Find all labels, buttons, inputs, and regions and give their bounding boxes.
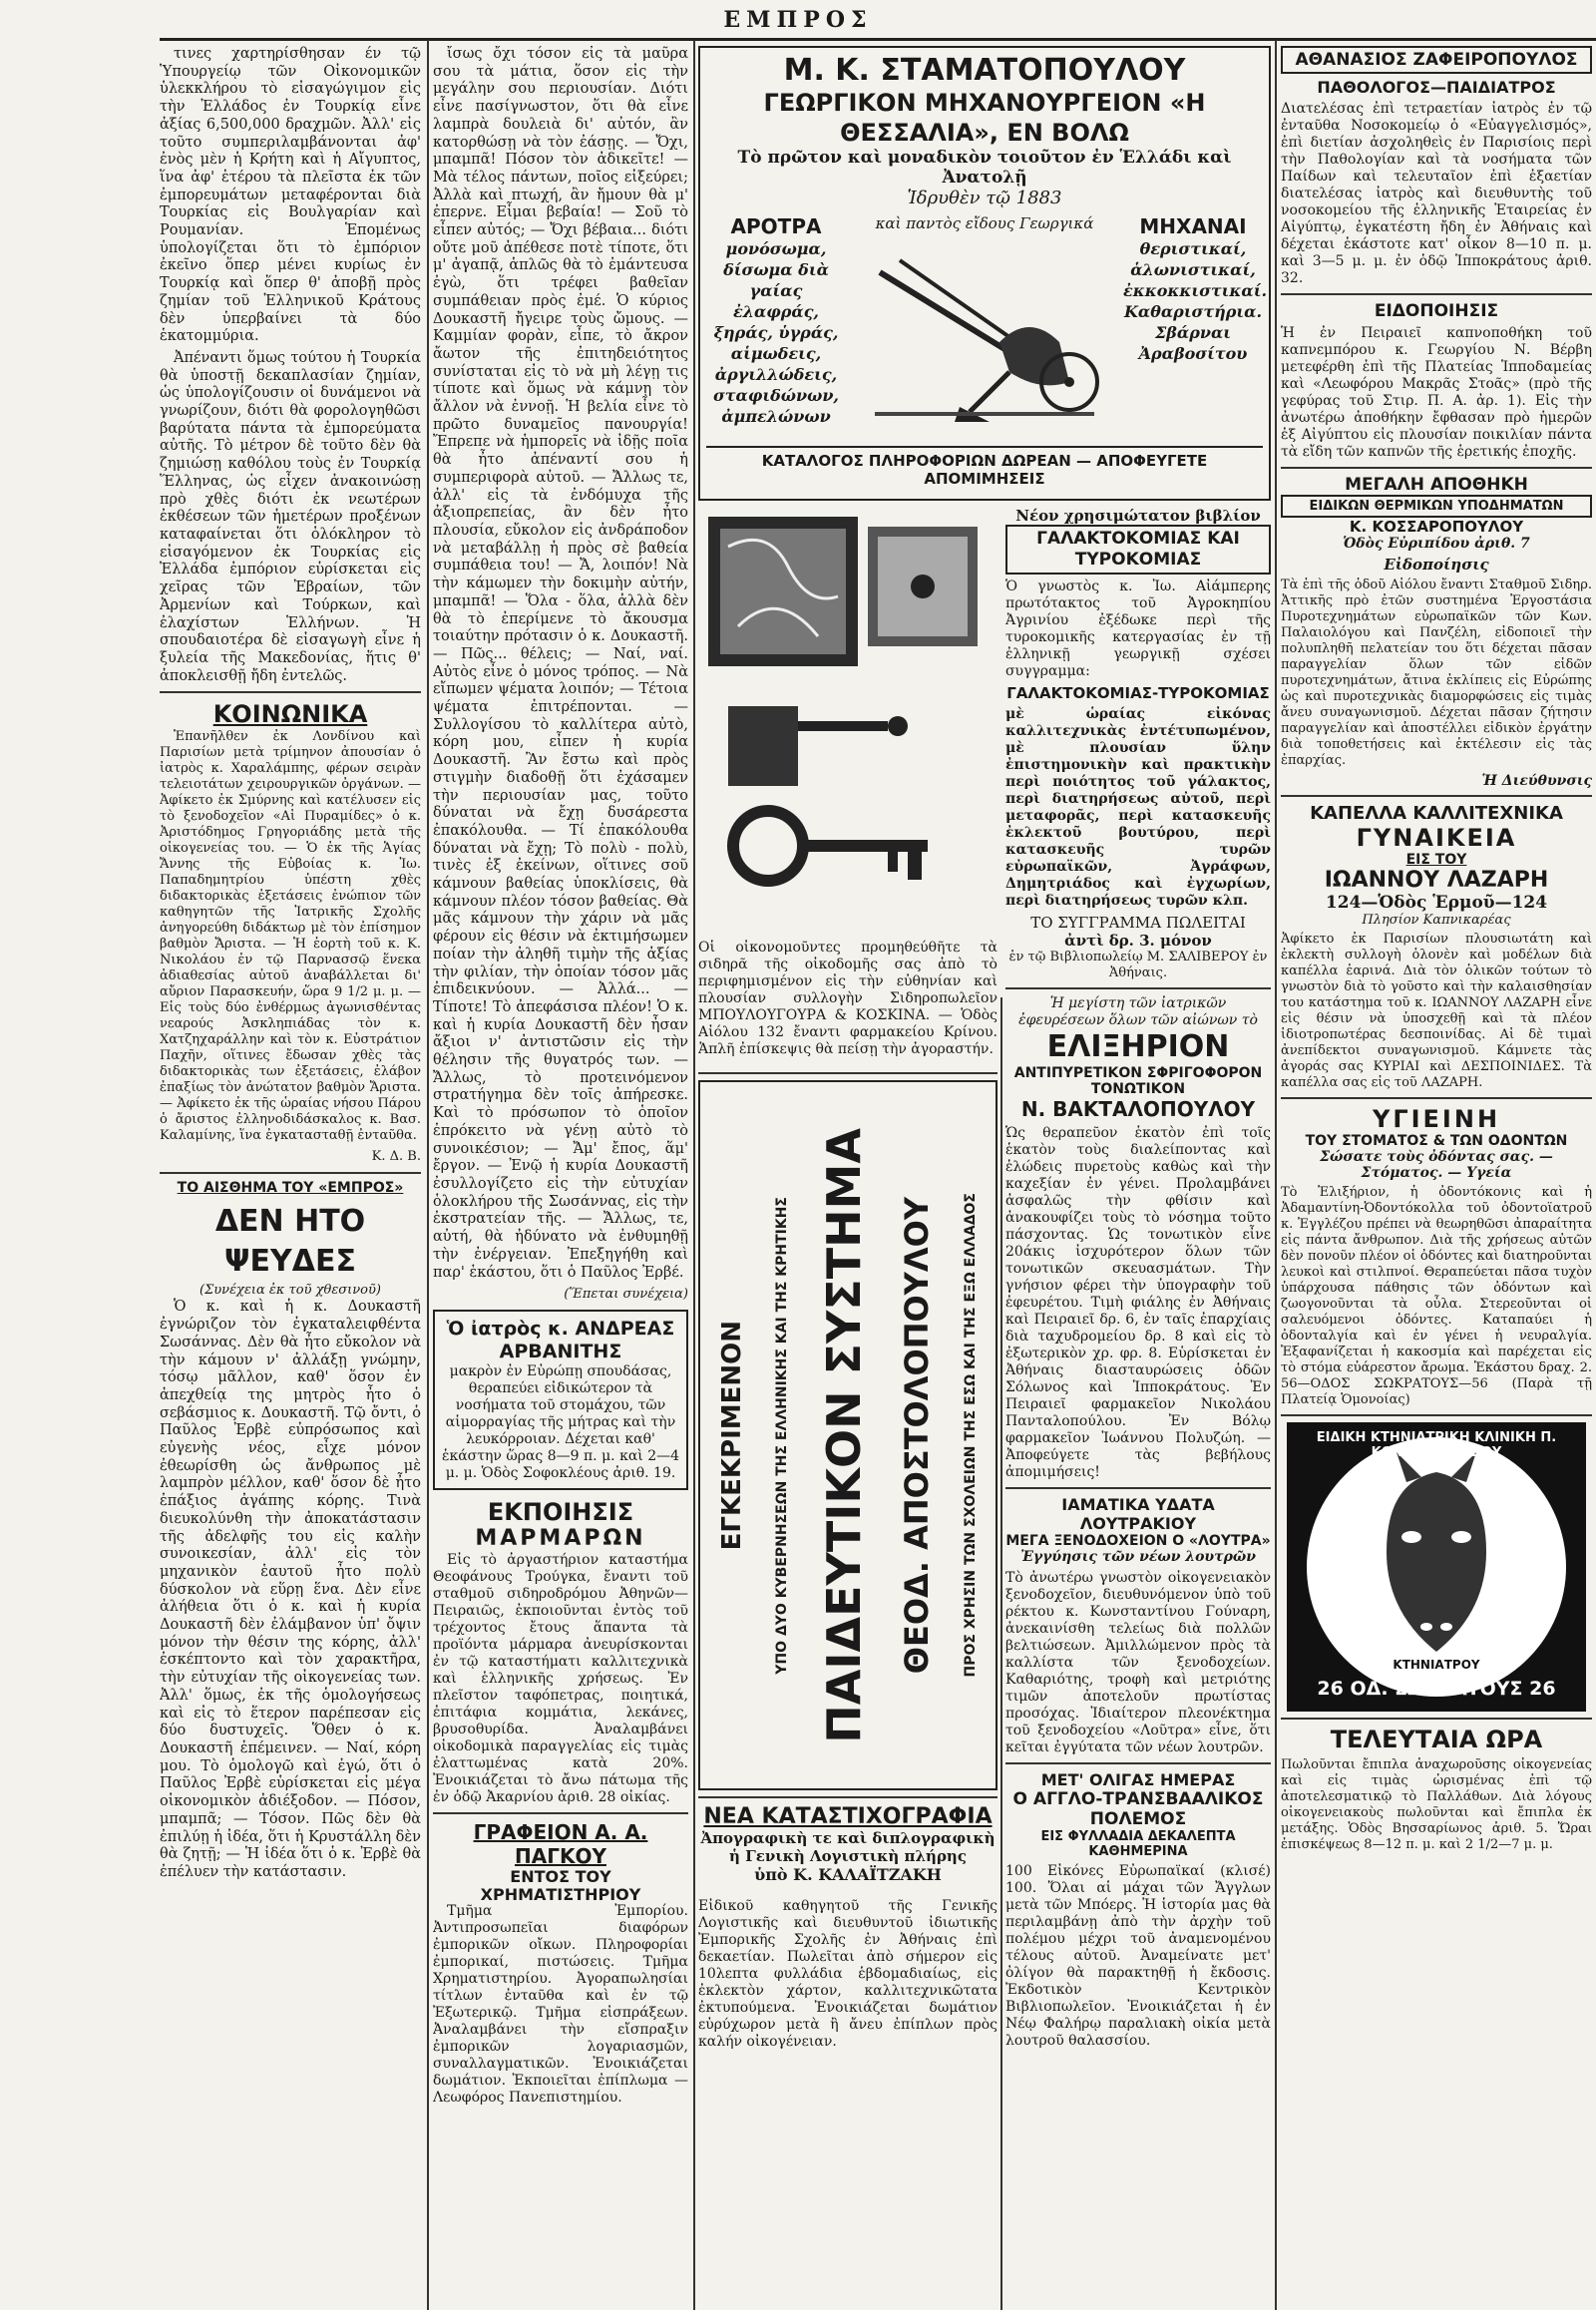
- ad-dairy-body: Ὁ γνωστὸς κ. Ἰω. Αἰάμπερης πρωτότακτος τοῦ Ἀγροκηπίου Ἀγρινίου ἐξέδωκε περὶ τῆς τυροκομικῆς κατεργασίας ἐν τῇ ἐλληνικῇ γεωργικῇ σχέσει συγγραμμα:: [1005, 578, 1271, 679]
- safe-lock-key-icon: [698, 507, 998, 926]
- masthead: ΕΜΠΡΟΣ: [723, 7, 873, 33]
- ad-spa-title: ΙΑΜΑΤΙΚΑ ΥΔΑΤΑ ΛΟΥΤΡΑΚΙΟΥ: [1061, 1495, 1215, 1533]
- column-3: [698, 507, 998, 2306]
- ad-vertical-main: ΠΑΙΔΕΥΤΙΚΟΝ ΣΥΣΤΗΜΑ: [816, 1127, 871, 1743]
- ad-dairy-shop: ἐν τῷ Βιβλιοπωλείῳ Μ. ΣΑΛΙΒΕΡΟΥ ἐν Ἀθήναις.: [1008, 950, 1268, 980]
- ad-stamat-year: Ἱδρυθὲν τῷ 1883: [907, 188, 1062, 208]
- ad-stamat-right-body: θεριστικαί, ἁλωνιστικαί, ἐκκοκκιστικαί. Καθαριστήρια. Σβάρναι Ἀραβοσίτου: [1123, 239, 1268, 363]
- ad-war-main: Ο ΑΓΓΛΟ-ΤΡΑΝΣΒΑΑΛΙΚΟΣ ΠΟΛΕΜΟΣ: [1012, 1789, 1264, 1829]
- ad-hyg-title: ΥΓΙΕΙΝΗ: [1372, 1105, 1501, 1133]
- ad-print-title: ΝΕΑ ΚΑΤΑΣΤΙΧΟΓΡΑΦΙΑ: [703, 1804, 993, 1829]
- separator: [1281, 1718, 1592, 1720]
- ad-last-title: ΤΕΛΕΥΤΑΙΑ ΩΡΑ: [1330, 1726, 1543, 1753]
- ad-notice-title: ΕΙΔΟΠΟΙΗΣΙΣ: [1374, 301, 1499, 321]
- ad-spa-sub: ΜΕΓΑ ΞΕΝΟΔΟΧΕΙΟΝ Ο «ΛΟΥΤΡΑ»: [1005, 1533, 1271, 1549]
- ad-office-title: ΓΡΑΦΕΙΟΝ Α. Α. ΠΑΓΚΟΥ: [473, 1819, 648, 1868]
- ad-dairy-body2: μὲ ὡραίας εἰκόνας καλλιτεχνικὰς ἐντέτυπωμένον, μὲ πλουσίαν ὕλην ἐπιστημονικὴν καὶ πρακτικὴν περὶ ποιότητος τοῦ γάλακτος, περὶ διατηρήσεως αὐτοῦ, περὶ μεταφορᾶς, περὶ κατασκευῆς ἐκλεκτοῦ βουτύρου, περὶ κατασκευῆς τυρῶν εὐρωπαϊκῶν, Ἀγράφων, Δημητριάδος καὶ ἐγχωρίων, περὶ διατηρήσεως τυρῶν κλπ.: [1005, 706, 1271, 909]
- ad-store-notice: Εἰδοποίησις: [1384, 556, 1489, 574]
- ad-marble-sub: ΜΑΡΜΑΡΩΝ: [475, 1525, 646, 1551]
- ad-doctor-name: Ὁ ἰατρὸς κ. ΑΝΔΡΕΑΣ ΑΡΒΑΝΙΤΗΣ: [446, 1317, 675, 1362]
- ad-dairy-title2: ΓΑΛΑΚΤΟΚΟΜΙΑΣ-ΤΥΡΟΚΟΜΙΑΣ: [1006, 684, 1270, 702]
- ad-war-sub: ΕΙΣ ΦΥΛΛΑΔΙΑ ΔΕΚΑΛΕΠΤΑ ΚΑΘΗΜΕΡΙΝΑ: [1040, 1829, 1236, 1859]
- ad-stamat-machines: [1123, 214, 1268, 436]
- koinonika-heading: ΚΟΙΝΩΝΙΚΑ: [212, 700, 368, 729]
- serial-continued-note: (Ἕπεται συνέχεια): [564, 1287, 688, 1303]
- ad-hat-at: ΕΙΣ ΤΟΥ: [1405, 852, 1467, 868]
- ad-hyg-sub: ΤΟΥ ΣΤΟΜΑΤΟΣ & ΤΩΝ ΟΔΟΝΤΩΝ: [1305, 1133, 1568, 1149]
- ad-elix-head: Ἡ μεγίστη τῶν ἰατρικῶν ἐφευρέσεων ὅλων τῶν αἰώνων τὸ: [1018, 995, 1258, 1028]
- column-divider: [693, 40, 695, 2310]
- serial-continuation: ἴσως ὄχι τόσον εἰς τὰ μαῦρα σου τὰ μάτια, ὅσον εἰς τὴν μεγάλην σου περιουσίαν. Διότι εἶνε πασίγνωστον, ὅτι θὰ εἶνε λαμπρὰ δουλειὰ δι' αὐτόν, ἂν κατορθώσῃ νὰ τὸν ἐάσῃς. — Ὄχι, μπαμπᾶ! Πόσον τὸν ἀδικεῖτε! — Μὰ τέλος πάντων, ποῖος εἰξεύρει; Ἀλλὰ καὶ πτωχή, ἂν ἤμουν θὰ μ' ἐπερνε. Εἶμαι βεβαία! — Σοῦ τὸ εἶπεν αὐτός; — Ὄχι βέβαια... διότι οὔτε μοῦ ἀπέθεσε ποτὲ τίποτε, ὅτι μ' ἀγαπᾷ, ἁπλῶς θὰ τὸ ἐμάντευσα ἐγὼ, ὅτι τρέφει βαθεῖαν συμπάθειαν πρὸς ἐμέ. Ὁ κύριος Δουκαστῆ ἤγειρε τοὺς ὤμους. — Καμμίαν φορὰν, εἶπε, τὸ ἄκρον ἄωτον τῆς ἐπιτηδειότητος συνίσταται εἰς τὸ νὰ μὴ λέγῃ τις τίποτε καὶ ὅμως νὰ κάμνῃ τὸν ἄλλον νὰ ἐννοῇ. Ἡ βελία εἶνε τὸ πρῶτο δυναμεῖος πανουργία! Ἔπρεπε νὰ ἡμπορεῖς νὰ ἰδῇς ποῖα θὰ ἦτο ἀπέναντί σου ἡ συμπεριφορὰ αὐτοῦ. — Ἄλλως τε, ἀλλ' εἰς τὰ ἐνδόμυχα τῆς ἀξιοπρεπείας, ἂν δὲν ἦτο πλουσία, εὔκολον εἰς ἀνδράποδον νὰ μεταβάλλῃ ἡ πρὸς σὲ βαθεία συμπάθεια του! — Ἄ, λοιπόν! Νὰ τὴν κάμωμεν τὴν δοκιμὴν αὐτήν, μπαμπᾶ! — Ὅλα - ὅλα, ἀλλὰ δὲν θὰ τὸ ἐπερίμενε τὸ ἄκουσμα τοιαύτην πρότασιν ὁ κ. Δουκαστῆ. — Πῶς... θέλεις; — Ναί, ναί. Αὐτὸς εἶνε ὁ μόνος τρόπος. — Νὰ εἴπωμεν ψέματα λοιπόν; — Τέτοια ψέματα ἐπιτρέπονται. — Συλλογίσου τὸ καλλίτερα αὐτὸ, κόρη μου, εἶπεν ἡ κυρία Δουκαστῆ. Ἂν ἔστω καὶ πρὸς στιγμὴν διαδοθῇ ὅτι ἐχάσαμεν τὴν περιουσίαν μας, τοῦτο δύναται νὰ ἔχῃ δυσάρεστα ἐπακόλουθα. — Τί ἐπακόλουθα δύναται νὰ ἔχῃ; Τὸ πολὺ - πολὺ, τινὲς ἐξ ἐκείνων, οἵτινες σοῦ κάμνουν βαθείας ὑποκλίσεις, θὰ κάμνουν πλέον τόσον βαθείας. Θὰ μᾶς κάμνουν τὴν χάριν νὰ μᾶς φέρουν εἰς θέσιν νὰ ἐκτιμήσωμεν ποίαν τὴν ἀληθῆ τιμὴν τῆς ἀξίας τὴν φιλίαν, τὴν ὁποίαν τόσον μᾶς ἐπιδεικνύουν. — Ἀλλά... — Τίποτε! Τὸ ἀπεφάσισα πλέον! Ὁ κ. καὶ ἡ κυρία Δουκαστῆ δὲν ἦσαν ἄξιοι ν' ἀντιστῶσιν εἰς τὴν θέλησιν τῆς θυγατρός των. — Ἄλλως, τὸ προτεινόμενον στρατήγημα δὲν τοῖς ἀπήρεσκε. Καὶ τὸ πρόσωπον τὸ ὁποῖον ἐπρόκειτο νὰ γένῃ αὐτὸ τὸ συνοικέσιον; — Ἄμ' ἔπος, ἅμ' ἔργον. — Ἐνῷ ἡ κυρία Δουκαστῆ ἐσυλλογίζετο εἰς τὴν εὐτυχίαν ὁλοκλήρου τῆς Σωσάννας, εἰς τὴν ἐκστρατείαν τῆς. — Ἄλλως, τε, αὐτή, θὰ ἠδύνατο νὰ ἐνθυμηθῇ τὴν ἐνέργειαν. Ἐπεξηγήθη καὶ παρ' ἑκάστου, ὅτι ὁ Παῦλος Ἐρβέ.: [433, 46, 688, 1281]
- ad-store-sig: Ἡ Διεύθυνσις: [1481, 773, 1592, 789]
- ad-stamat-right-head: ΜΗΧΑΝΑΙ: [1139, 214, 1247, 238]
- separator: [698, 1072, 998, 1074]
- ad-stamat-footer: ΚΑΤΑΛΟΓΟΣ ΠΛΗΡΟΦΟΡΙΩΝ ΔΩΡΕΑΝ — ΑΠΟΦΕΥΓΕΤΕ ΑΠΟΜΙΜΗΣΕΙΣ: [706, 446, 1263, 488]
- ad-marble-title: ΕΚΠΟΙΗΣΙΣ: [487, 1497, 634, 1526]
- ad-notice-body: Ἡ ἐν Πειραιεῖ καπνοποθήκη τοῦ καπνεμπόρου κ. Γεωργίου Ν. Βέρβη μετεφέρθη ἐπὶ τῆς Πλατείας Ἱπποδαμείας καὶ «Λεωφόρου Μακρᾶς Στοᾶς» (πρὸ τῆς γεφύρας τοῦ Στιρ. Π. Α. ἀρ. 1). Εἰς τὴν ἀνωτέρω ἀποθήκην ἔφθασαν πρὸ ἡμερῶν ἐξ Αἰγύπτου εἰς πλουσίαν ποικιλίαν πάντα τὰ εἴδη τῶν καπνῶν τῆς ἑρετικής ἐποχῆς.: [1281, 325, 1592, 460]
- ad-war-title: ΜΕΤ' ΟΛΙΓΑΣ ΗΜΕΡΑΣ: [1040, 1770, 1236, 1789]
- column-4: [1005, 507, 1271, 2306]
- ad-clinic-addr: 26 ΟΔ. ΣΩΚΡΑΤΟΥΣ 26: [1317, 1678, 1556, 1700]
- ad-print-sub: Ἀπογραφικὴ τε καὶ διπλογραφικὴ ἡ Γενικὴ Λογιστικὴ πλήρης: [700, 1829, 996, 1865]
- separator: [1005, 1762, 1271, 1764]
- ad-store-name: Κ. ΚΟΣΣΑΡΟΠΟΥΛΟΥ: [1349, 518, 1524, 536]
- serial-label: ΤΟ ΑΙΣΘΗΜΑ ΤΟΥ «ΕΜΠΡΟΣ»: [177, 1180, 404, 1197]
- ad-spa-body: Τὸ ἀνωτέρω γνωστὸν οἰκογενειακὸν ξενοδοχεῖον, διευθυνόμενον ὑπὸ τοῦ ρέκτου κ. Κωνσταντίνου Γούναρη, ἀνεκαινίσθη τελείως διὰ πολλῶν βελτιώσεων. Ἀμιλλώμενον πρὸς τὰ καλλίστα τῶν ξενοδοχείων. Καθαριότης, τροφὴ καὶ μετριότης τιμῶν ἀποτελοῦν πρωτίστας προσόχας. Ἰδιαίτερον πλεονέκτημα τοῦ ξενοδοχείου «Λοῦτρα» εἶνε, ὅτι κεῖται ἐγγύτατα τῶν νέων λουτρῶν.: [1005, 1570, 1271, 1755]
- ad-hat-addr: 124—Ὁδὸς Ἑρμοῦ—124: [1325, 893, 1548, 913]
- article-paragraph: Ἀπέναντι ὅμως τούτου ἡ Τουρκία θὰ ὑποστῇ δεκαπλασίαν ζημίαν, ὡς ὑπολογίζουσιν οἱ δυνάμενοι νὰ γνωρίζουν, διότι θὰ φορολογηθῶσι βαρύτατα πάντα τὰ ἐμπορεύματα αὐτῆς. Τὸ μέτρον δὲ τοῦτο δὲν θὰ ζημιώσῃ καθόλου τοὺς ἐν Τουρκίᾳ Ἕλληνας, ὡς εἶχεν ἀνακοινώσῃ πρὸ χθὲς διότι ἐκ νεωτέρων ἐκθέσεων τῶν ἡμετέρων προξένων καταφαίνεται ὅτι ὁλόκληρον τὸ εἰσαγόμενον ἐκ Τουρκίας εἰς Ἑλλάδα ἐμπόριον εὑρίσκεται εἰς χεῖρας τῶν Ἑβραίων, τῶν Ἀρμενίων καὶ Τούρκων, καὶ ἐλαχίστων Ἑλλήνων. Ἡ σπουδαιοτέρα δὲ εἰσαγωγὴ εἶνε ἡ ξυλεία τῆς Μακεδονίας, ἥτις θ' ἀποκλεισθῇ ἤδη ἐντελῶς.: [160, 349, 421, 684]
- ad-hyg-tag: Σώσατε τοὺς ὀδόντας σας. — Στόματος. — Υγεία: [1320, 1149, 1553, 1181]
- ad-elix-sub: ΑΝΤΙΠΥΡΕΤΙΚΟΝ ΣΦΡΙΓΟΦΟΡΟΝ ΤΟΝΩΤΙΚΟΝ: [1013, 1065, 1263, 1097]
- serial-body: Ὁ κ. καὶ ἡ κ. Δουκαστῆ ἐγνώριζον τὸν ἐγκαταλειφθέντα Σωσάννας. Δὲν θὰ ἦτο εὔκολον νὰ τὴν κάμουν ν' ἀλλάξῃ γνώμην, τόσῳ μᾶλλον, καθ' ὅσον ἐν ἀπεχθείᾳ της μητρὸς ἦτο ὁ σεβάσμιος κ. Δουκαστῆ. Τῷ ὄντι, ὁ Παῦλος Ἐρβὲ εὐπρόσωπος καὶ εὐγενὴς νέος, εἶχε μόνον ἐθεωρίσθη ὡς ἄνθρωπος μὲ λαμπρὸν μέλλον, καθ' ὅσον δὲ ἦτο ἐπάξιος ἀγάπης κόρης. Τινὰ διευκολύνθη τὴν ἀποκατάστασιν τῆς ἀδελφῆς του εἰς καλὴν συνοικεσίαν, ἀλλ' εἰς τὸν μηχανικὸν ἑαυτοῦ ἦτο πολὺ δύσκολον νὰ εὕρῃ ἕνα. Δὲν εἶνε ἀλήθεια ὅτι ὁ κ. καὶ ἡ κυρία Δουκαστῆ δὲν ἐλάμβανον ὑπ' ὄψιν μόνον τὴν θέσιν της κόρης, ἀλλ' ἐσκέπτοντο καὶ τὸν χαρακτῆρα, τὴν εὐτυχίαν τῆς οἰκογενείας των. Ἀλλ' ὅμως, ἐκ τῆς ὁμολογήσεως καὶ εἰς τὸ ἕτερον παρέπεσαν εἰς δύο δυστυχεῖς. Ὅθεν ὁ κ. Δουκαστῆ ἐπέμεινεν. — Ναί, κόρη μου. Τὸ ὁμολογῶ καὶ ἐγώ, ὅτι ὁ Παῦλος Ἐρβὲ εὑρίσκεται εἰς μέγα οἰκονομικὸν ἀδιέξοδον. — Πόσον, μπαμπᾶ; — Τόσον. Πῶς δὲν θὰ ἐπιλύῃ ἡ ἰδέα, ὅτι ἡ Κρυστάλλη δὲν θὰ ζητῇ; — Ἡ ἰδέα ὅτι ὁ κ. Ἐρβὲ θὰ ἐπέλυεν τὴν κατάστασιν.: [160, 1299, 421, 1880]
- serial-title: ΔΕΝ ΗΤΟ ΨΕΥΔΕΣ: [214, 1203, 366, 1279]
- ad-stamat-left-head: ΑΡΟΤΡΑ: [730, 214, 822, 238]
- separator: [1005, 987, 1271, 989]
- ad-hat-near: Πλησίον Καπνικαρέας: [1362, 913, 1511, 928]
- ad-vertical-name: ΘΕΟΔ. ΑΠΟΣΤΟΛΟΠΟΥΛΟΥ: [897, 1196, 936, 1675]
- separator: [1281, 1097, 1592, 1099]
- ad-store-sub: ΕΙΔΙΚΩΝ ΘΕΡΜΙΚΩΝ ΥΠΟΔΗΜΑΤΩΝ: [1281, 495, 1592, 518]
- ad-dairy-title: ΓΑΛΑΚΤΟΚΟΜΙΑΣ ΚΑΙ ΤΥΡΟΚΟΜΙΑΣ: [1005, 525, 1271, 575]
- ad-vertical-approved: ΕΓΚΕΚΡΙΜΕΝΟΝ: [717, 1320, 748, 1551]
- ad-hat-title: ΚΑΠΕΛΛΑ ΚΑΛΛΙΤΕΧΝΙΚΑ: [1310, 803, 1563, 824]
- ad-doctor-body: μακρὸν ἐν Εὐρώπῃ σπουδάσας, θεραπεύει εἰδικώτερον τὰ νοσήματα τοῦ στομάχου, τῶν αἱμορραγίας τῆς μήτρας καὶ τὴν λευκόρροιαν. Δέχεται καθ' ἑκάστην ὥρας 8—9 π. μ. καὶ 2—4 μ. μ. Ὁδὸς Σοφοκλέους ἀριθ. 19.: [441, 1362, 680, 1481]
- ad-last-body: Πωλοῦνται ἔπιπλα ἀναχωροῦσης οἰκογενείας καὶ εἰς τιμὰς ὡρισμένας ἐπὶ τῷ ἀποτελεσματικῷ τὸ Παλλάθων. Διὰ λόγους οἰκογενειακοὺς πωλοῦνται καὶ ἔπιπλα ἐκ μετάξης. Ὁδὸς Βησσαρίωνος ἀριθ. 5. Ὥραι ἐπισκέψεως 8—12 π. μ. καὶ 2 1/2—7 μ. μ.: [1281, 1757, 1592, 1852]
- ad-print-body: Εἰδικοῦ καθηγητοῦ τῆς Γενικῆς Λογιστικῆς καὶ διευθυντοῦ ἰδιωτικῆς Ἐμπορικῆς Σχολῆς ἐν Ἀθήναις ἐπὶ δεκαετίαν. Πωλεῖται ἀπὸ σήμερον εἰς 10λεπτα φυλλάδια ἑβδομαδιαίως, εἰς ἐκλεκτὸν χάρτον, καλλιτεχνικῶτατα ἐκτυπούμενα. Ἐνοικιάζεται δωμάτιον εὐρύχωρον μετὰ ἢ ἄνευ ἐπίπλων πρὸς καλήν οἰκογένειαν.: [698, 1898, 998, 2050]
- ad-zaf-body: Διατελέσας ἐπὶ τετραετίαν ἰατρὸς ἐν τῷ ἐνταῦθα Νοσοκομείῳ ὁ «Εὐαγγελισμός», ἐπὶ διετίαν ἀσχοληθεὶς ἐν Παρισίοις περὶ τὴν Παθολογίαν καὶ τὰ νοσήματα τῶν Παίδων καὶ τελευταῖον ἐπὶ ἑξαετίαν διατελέσας ἰατρὸς καὶ διευθυντὴς τοῦ νοσοκομείου τῆς ἐλληνικῆς Ἑταιρείας ἐν Αἰγύπτῳ, ἐγκατέστη ἤδη ἐν Ἀθήναις καὶ δέχεται ἑκάστοτε κατ' οἶκον 8—10 π. μ. καὶ 3—5 μ. μ. ἐν ὁδῷ Ἱπποκράτους ἀριθ. 32.: [1281, 101, 1592, 286]
- ad-stamat-left-body: μονόσωμα, δίσωμα διὰ γαίας ἐλαφράς, ξηράς, ὑγράς, αἱμωδεις, ἀργιλλώδεις, σταφιδώνων, ἀμπελώνων: [712, 239, 839, 426]
- top-rule: [160, 38, 1596, 41]
- ad-stamat-name: Μ. Κ. ΣΤΑΜΑΤΟΠΟΥΛΟΥ: [783, 53, 1186, 88]
- ad-clinic-center: ΚΤΗΝΙΑΤΡΟΥ: [1393, 1658, 1480, 1672]
- ad-print-author: ὑπὸ Κ. ΚΑΛΑΪΤΖΑΚΗ: [754, 1865, 942, 1884]
- ad-office-sub: ΕΝΤΟΣ ΤΟΥ ΧΡΗΜΑΤΙΣΤΗΡΙΟΥ: [480, 1866, 641, 1904]
- separator: [1281, 795, 1592, 797]
- ad-hat-body: Ἀφίκετο ἐκ Παρισίων πλουσιωτάτη καὶ ἐκλεκτὴ συλλογὴ ὁλονὲν καὶ μοδέλων διὰ καπέλλα ἐαρινά. Διὰ τὸν ὁλικῶν τούτων τὸ γνωστὸν διὰ τὸ γοῦστο καὶ τὴν καλαισθησίαν του κατάστημα τοῦ κ. ΙΩΑΝΝΟΥ ΛΑΖΑΡΗ εἶνε εἰς θέσιν νὰ ὑποσχεθῇ καὶ τὰ πλέον ἰδιοτροπωτέρας δεσποινίδας. Αἱ δὲ τιμαὶ ἀνεπίδεκτοι συναγωνισμοῦ. Κάμνετε τὰς ἀγοράς σας ΚΥΡΙΑΙ καὶ ΔΕΣΠΟΙΝΙΔΕΣ. Τὰ καπέλλα σας εἰς τοῦ ΛΑΖΑΡΗ.: [1281, 932, 1592, 1090]
- separator: [1281, 467, 1592, 469]
- ad-doctor: [433, 1310, 688, 1490]
- ad-hat-main: ΓΥΝΑΙΚΕΙΑ: [1356, 824, 1517, 852]
- plough-icon: [860, 232, 1109, 432]
- koinonika-body: Ἐπανῆλθεν ἐκ Λονδίνου καὶ Παρισίων μετὰ τρίμηνον ἀπουσίαν ὁ ἰατρὸς κ. Χαραλάμπης, φέρων σειρὰν τελειοτάτων χειρουργικῶν ὀργάνων. — Ἀφίκετο ἐκ Σμύρνης καὶ κατέλυσεν εἰς τὸ ξενοδοχεῖον «Αἱ Πυραμίδες» ὁ κ. Ἀριστόδημος Γρηγοριάδης μετὰ τῆς οἰκογενείας του. — Ὁ ἐκ τῆς Ἁγίας Ἄννης τῆς Εὐβοίας κ. Ἰω. Παπαδημητρίου ὑπέστη χθὲς διδακτορικὰς ἐξετάσεις ἐνώπιον τῶν καθηγητῶν τῆς Ἰατρικῆς Σχολῆς ἀνηγορεύθη διδάκτωρ μὲ τὸν ἐπίσημον βαθμὸν Ἄριστα. — Ἡ ἑορτὴ τοῦ κ. Κ. Νικολάου ἐν τῷ Παρνασσῷ ἕνεκα ἀδιαθεσίας αὐτοῦ ἀναβάλλεται δι' αὔριον Παρασκευήν, ὥρα 9 1/2 μ. μ. — Εἰς τοὺς δύο ἐνθέρμως ἀγωνισθέντας νεαρούς Ἀσκληπιάδας τὸν κ. Χατζηχαράλλην καὶ τὸν κ. Εὐστράτιον Παχῆν, οἵτινες ἔδωσαν χθὲς τὰς διδακτορικὰς των ἐξετάσεις, ἐλάβον ἐπαξίως τὸν ἀνώτατον βαθμὸν Ἄριστα. — Ἀφίκετο ἐκ τῆς ὡραίας νήσου Πάρου ὁ ἄριστος ἐλληνοδιδάσκαλος κ. Βασ. Καλαμίνης, ἵνα ἐγκατασταθῇ ἐνταῦθα.: [160, 729, 421, 1144]
- ad-elix-title: ΕΛΙΞΗΡΙΟΝ: [1046, 1029, 1230, 1064]
- serial-subtitle: (Συνέχεια ἐκ τοῦ χθεσινοῦ): [200, 1282, 381, 1298]
- ad-clinic-emblem: [1287, 1422, 1586, 1712]
- ad-stamat-title: ΓΕΩΡΓΙΚΟΝ ΜΗΧΑΝΟΥΡΓΕΙΟΝ «Η ΘΕΣΣΑΛΙΑ», ΕΝ ΒΟΛΩ: [763, 89, 1206, 147]
- column-1: [160, 46, 421, 2306]
- ad-clinic-ring: ΕΙΔΙΚΗ ΚΤΗΝΙΑΤΡΙΚΗ ΚΛΙΝΙΚΗ Π. ΚΩΝΣΤΑΝΤΙΝΙΔΟΥ: [1316, 1430, 1557, 1460]
- ad-stamatopoulou: [698, 46, 1271, 501]
- ad-hat-name: ΙΩΑΝΝΟΥ ΛΑΖΑΡΗ: [1324, 868, 1549, 893]
- ad-store-title: ΜΕΓΑΛΗ ΑΠΟΘΗΚΗ: [1345, 475, 1528, 495]
- ad-dairy-head: Νέον χρησιμώτατον βιβλίον: [1015, 507, 1261, 525]
- separator: [160, 1172, 421, 1174]
- ad-marble-body: Εἰς τὸ ἀργαστήριον καταστήμα Θεοφάνους Τρούγκα, ἔναντι τοῦ σταθμοῦ σιδηροδρόμου Ἀθηνῶν—Πειραιῶς, ἐκποιοῦνται ἐντὸς τοῦ τρέχοντος ἔτους ἅπαντα τὰ προϊόντα μάρμαρα ἀνευρίσκονται ἐν τῷ καταστήματι καλλιτεχνικὰ καὶ ἑλληνικῆς χρήσεως. Ἐν πλεῖστον ταφόπετρας, ποιητικά, ἐπιτάφια κομμάτια, λεκάνες, βρυσοθυρίδα. Ἀναλαμβάνει οἰκοδομικὰ παραγγελίας εἰς τιμὰς ἐλαττωμένας κατὰ 20%. Ἐνοικιάζεται τὸ ἄνω πάτωμα τῆς ἐν ὁδῷ Ἀκαρνίου ἀριθ. 28 οἰκίας.: [433, 1551, 688, 1805]
- separator: [160, 691, 421, 693]
- ad-office-body: Τμῆμα Ἐμπορίου. Ἀντιπροσωπεῖαι διαφόρων ἐμπορικῶν οἴκων. Πληροφορίαι ἐμπορικαί, πιστώσεις. Τμῆμα Χρηματιστηρίου. Ἀγοραπωλησίαι τίτλων ἐνταῦθα καὶ ἐν τῷ Ἐξωτερικῷ. Τμῆμα εἰσπράξεων. Ἀναλαμβάνει τὴν εἴσπραξιν ἐμπορικῶν λογαριασμῶν, συναλλαγματικῶν. Ἐνοικιάζεται δωμάτιον. Ἐκποιεῖται ἐπίπλωμα — Λεωφόρος Πανεπιστημίου.: [433, 1903, 688, 2107]
- column-5: [1281, 46, 1592, 2306]
- column-divider: [427, 40, 429, 2310]
- ad-dairy-price-title: ΤΟ ΣΥΓΓΡΑΜΜΑ ΠΩΛΕΙΤΑΙ: [1030, 914, 1246, 932]
- ad-elix-name: Ν. ΒΑΚΤΑΛΟΠΟΥΛΟΥ: [1020, 1097, 1256, 1121]
- column-2: [433, 46, 688, 2306]
- ad-zaf-title: ΠΑΘΟΛΟΓΟΣ—ΠΑΙΔΙΑΤΡΟΣ: [1317, 78, 1556, 97]
- ad-spa-tag: Ἐγγύησις τῶν νέων λουτρῶν: [1020, 1549, 1256, 1565]
- ad-safe-illustration: [698, 507, 998, 926]
- ad-zaf-name: ΑΘΑΝΑΣΙΟΣ ΖΑΦΕΙΡΟΠΟΥΛΟΣ: [1281, 46, 1592, 74]
- ad-vertical-gov: ΥΠΟ ΔΥΟ ΚΥΒΕΡΝΗΣΕΩΝ ΤΗΣ ΕΛΛΗΝΙΚΗΣ ΚΑΙ ΤΗΣ ΚΡΗΤΙΚΗΣ: [774, 1196, 791, 1675]
- ad-stamat-ploughs: [706, 214, 846, 436]
- separator: [698, 1796, 998, 1798]
- ad-war-body: 100 Εἰκόνες Εὐρωπαϊκαί (κλισέ) 100. Ὅλαι αἱ μάχαι τῶν Ἄγγλων μετὰ τῶν Μπόερς. Ἡ ἱστορία μας θὰ περιλαμβάνῃ ἀπὸ τὴν ἀρχὴν τοῦ πολέμου μέχρι τοῦ ἀναμενομένου τέλους αὐτοῦ. Ἀναμείνατε μετ' ὀλίγον θὰ παρακτηθῇ ἡ ἔκδοσις. Ἐκδοτικὸν Κεντρικὸν Βιβλιοπωλεῖον. Ἐνοικιάζεται ἡ ἐν Νέῳ Φαλήρῳ παραλιακὴ οἰκία μετὰ λουτροῦ θαλασσίου.: [1005, 1863, 1271, 2049]
- koinonika-signature: Κ. Δ. Β.: [371, 1149, 421, 1165]
- article-paragraph: τινες χαρτηρίσθησαν έν τῷ Ὑπουργείῳ τῶν Οἰκονομικῶν ὑλεκκλήρου τὸ εἰσαγώγιμον εἰς τὴν Ἑλλάδος ἐν Τουρκίᾳ εἶνε ἀξίας 6,500,000 δραχμῶν. Ἀλλ' εἰς τοῦτο συμπεριλαμβάνονται ἀφ' ἐνὸς μὲν ἡ Κρήτη καὶ ἡ Αἴγυπτος, ἵνα ἀφ' ἑτέρου τὰ πλεῖστα ἐκ τῶν ἐμπορευμάτων μεταφέρονται διὰ Τουρκίας εἰς Βουλγαρίαν καὶ Ρουμανίαν. Ἑπομένως ὑπολογίζεται ὅτι τὸ ἐμπόριον ἐκεῖνο ὅπερ μένει κυρίως ἐν Τουρκίᾳ καὶ ὅπερ θ' ἀποβῇ πρὸς ζημίαν τοῦ Ἑλληνικοῦ Κράτους δὲν ὑπερβαίνει τὰ δύο ἑκατομμύρια.: [160, 46, 421, 345]
- ad-stamat-sub: Τὸ πρῶτον καὶ μοναδικὸν τοιοῦτον ἐν Ἑλλάδι καὶ Ἀνατολῇ: [737, 148, 1232, 188]
- ad-store-addr: Ὁδὸς Εὐριπίδου ἀριθ. 7: [1343, 536, 1530, 552]
- ad-safe-body: Οἱ οἰκονομοῦντες προμηθεύθῆτε τὰ σιδηρᾶ τῆς οἰκοδομῆς σας ἀπὸ τὸ περιφημισμένον εἰς τὴν εὐθηνίαν καὶ πλουσίαν συλλογὴν Σιδηροπωλεῖον ΜΠΟΥΛΟΥΓΟΥΡΑ & ΚΟΣΚΙΝΑ. — Ὁδὸς Αἰόλου 132 ἔναντι φαρμακείου Κρίνου. Ἁπλῆ ἐπίσκεψις θὰ πείσῃ τὴν ἀγοραστήν.: [698, 940, 998, 1057]
- separator: [1005, 1487, 1271, 1489]
- separator: [1281, 1414, 1592, 1416]
- ad-stamat-center-text: καὶ παντὸς εἴδους Γεωργικά: [875, 214, 1094, 232]
- ad-hyg-body: Τὸ Ἐλιξήριον, ἡ ὀδοντόκονις καὶ ἡ Ἀδαμαντίνη-Ὀδοντόκολλα τοῦ ὀδοντοϊατροῦ κ. Ἐγγλέζου πρέπει νὰ θεωρηθῶσι ἀπαραίτητα εἰς πάντα ἄνθρωπον. Διὰ τῆς χρήσεως αὐτῶν δὲν πονοῦν πλέον οἱ ὀδόντες καὶ διατηροῦνται λευκοὶ καὶ στιλπνοί. Θεραπεύεται πᾶσα τυχὸν ὑπάρχουσα πάθησις τῶν ὀδόντων καὶ ζωογονοῦνται τὰ οὖλα. Στερεοῦνται οἱ σαλευόμενοι ὀδόντες. Καταπαύει ἡ ὀδονταλγία καὶ ἐν γένει ἡ νευραλγία. Ἐξαφανίζεται ἡ κακοσμία καὶ παρέχεται εἰς τὸ στόμα εὐάρεστον ἄρωμα. Ἑκάστου δραχ. 2. 56—ΟΔΟΣ ΣΩΚΡΑΤΟΥΣ—56 (Παρὰ τῇ Πλατείᾳ Ὁμονοίας): [1281, 1185, 1592, 1407]
- ad-store-body: Τὰ ἐπὶ τῆς ὁδοῦ Αἰόλου ἔναντι Σταθμοῦ Σιδηρ. Ἀττικῆς πρὸ ἐτῶν συστημένα Ἐργοστάσια Πυροτεχνημάτων εὐρωπαϊκῶν τῶν Κων. Παλαιολόγου καὶ Πανζέλη, εἰδοποιεῖ τὴν πολυπληθῆ πελατείαν του ὅτι δέχεται πᾶσαν παραγγελίαν ὅλων τῶν εἰδῶν πυροτεχνημάτων, ἄτινα ἐκλίπεις εἰς Εὐρώπης ὡς καὶ πυροτεχνικὰς διαμορφώσεις εἰς τιμὰς ἄνευ συναγωνισμοῦ. Δέχεται πᾶσαν ζήτησιν παραγγελίαν καὶ ἀποστέλλει εἰδικὸν ἐργάτην διὰ τοποθετήσεις καὶ ἐκτέλεσιν εἰς τὰς ἐπαρχίας.: [1281, 578, 1592, 768]
- ad-elix-body: Ὡς θεραπεῦον ἑκατὸν ἐπὶ τοῖς ἑκατὸν τοὺς διαλείποντας καὶ ἑλώδεις πυρετοὺς καθὼς καὶ τὴν καχεξίαν ἐν γένει. Προλαμβάνει ἀσφαλῶς τὴν φθίσιν καὶ ἀνακουφίζει τοὺς τὸ νόσημα τοῦτο πάσχοντας. Ὡς τονωτικὸν εἶνε 20άκις ἰσχυρότερον ὅλων τῶν τονωτικῶν σκευασμάτων. Τὴν γνήσιον φέρει τὴν ὑπογραφὴν τοῦ ἐφευρέτου. Τιμὴ φιάλης ἐν Ἀθήναις καὶ Πειραιεῖ δρ. 6, ἐν ταῖς ἐπαρχίαις διὰ ταχυδρομείου δρ. 8 καὶ εἰς τὸ ἐξωτερικὸν χρ. φρ. 8. Εὑρίσκεται ἐν Ἀθήναις διασταυρώσεις ὁδῶν Σόλωνος καὶ Ἱπποκράτους. Ἐν Πειραιεῖ φαρμακεῖον Νικολάου Πανταλοπούλου. Ἐν Βόλῳ φαρμακεῖον Ἰωάννου Πολυζώη. — Ἀποφεύγετε τὰς βεβήλους ἀπομιμήσεις!: [1005, 1125, 1271, 1480]
- separator: [1281, 293, 1592, 295]
- column-divider: [1000, 997, 1002, 2310]
- ad-educational-system: [698, 1080, 998, 1790]
- ad-vertical-bottom: ΠΡΟΣ ΧΡΗΣΙΝ ΤΩΝ ΣΧΟΛΕΙΩΝ ΤΗΣ ΕΣΩ ΚΑΙ ΤΗΣ ΕΞΩ ΕΛΛΑΔΟΣ: [962, 1193, 979, 1678]
- separator: [433, 1812, 688, 1814]
- ad-dairy-price: ἀντὶ δρ. 3. μόνον: [1064, 932, 1212, 950]
- column-divider: [1275, 40, 1277, 2310]
- ad-stamat-illustration: [855, 214, 1114, 436]
